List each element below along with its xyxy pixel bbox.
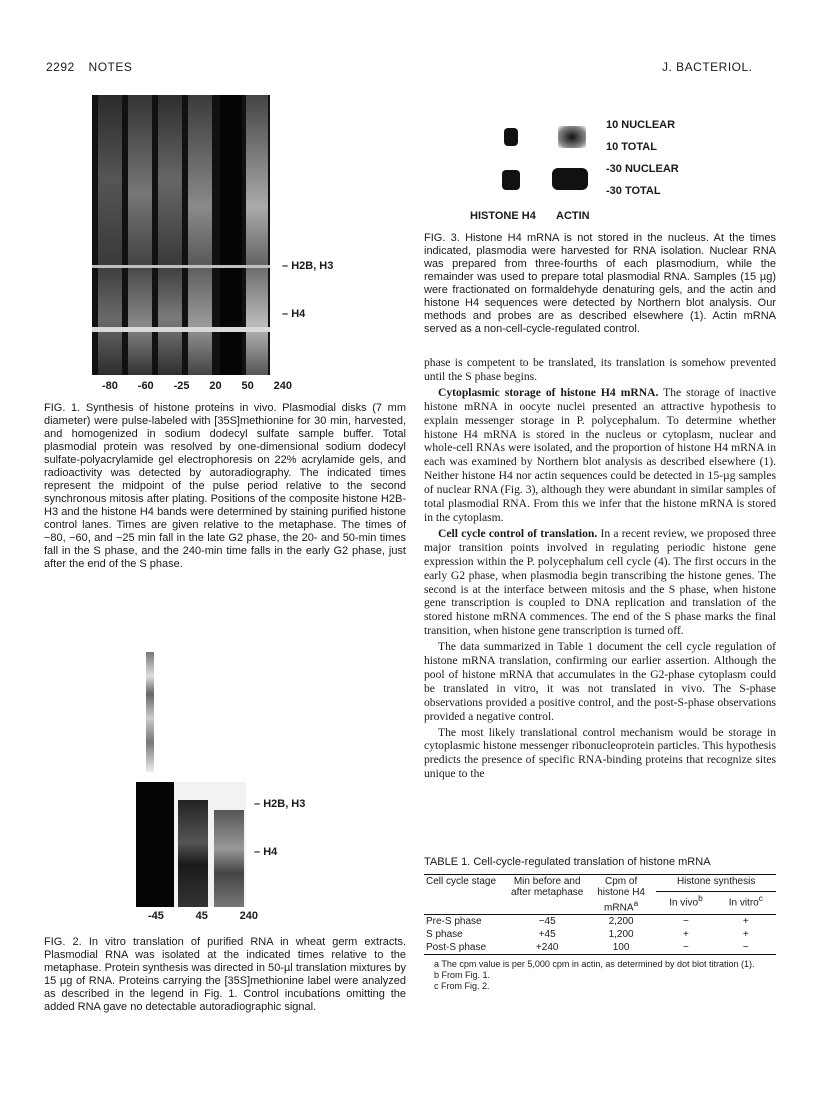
body-text — [424, 356, 776, 781]
fig1-band-label-h2b-h3: – H2B, H3 — [282, 260, 334, 272]
fig3-column-label-actin: ACTIN — [556, 210, 590, 222]
lane-label: -25 — [173, 380, 190, 392]
lane-label: -60 — [137, 380, 154, 392]
section-heading: Cytoplasmic storage of histone H4 mRNA. — [438, 385, 659, 399]
page-number: 2292 — [46, 60, 75, 74]
table-row: Post-S phase +240 100 − − — [424, 941, 776, 955]
footnote: b From Fig. 1. — [434, 970, 491, 981]
table-footnotes — [424, 959, 776, 992]
fig1-gel-image — [92, 95, 270, 375]
fig2-caption: FIG. 2. In vitro translation of purified RNA in wheat germ extracts. Plasmodial RNA was isolated at the indicated times relative to the metaphase. Protein synthesis was directed in 50-µl translation mixtures by 15 µg of RNA. Proteins carrying the [35S]methionine label were analyzed as described in the legend in Fig. 1. Control incubations omitting the added RNA gave no detectable autoradiographic signal. — [44, 936, 406, 1013]
fig1-band-label-h4: – H4 — [282, 308, 306, 320]
lane-label: 50 — [241, 380, 254, 392]
paragraph: The most likely translational control mechanism would be storage in cytoplasmic histone messenger ribonucleoprotein particles. This hypothesis predicts the presence of specific RNA-binding proteins that recognize sites unique to the — [424, 725, 776, 781]
lane-label: -80 — [102, 380, 118, 392]
footnote: c From Fig. 2. — [434, 981, 490, 992]
table-header: Min before and after metaphase — [508, 875, 585, 915]
fig2-band-label-h2b-h3: – H2B, H3 — [254, 798, 306, 810]
row-label: 10 NUCLEAR — [606, 119, 676, 131]
footnote: a The cpm value is per 5,000 cpm in actin, as determined by dot blot titration (1). — [434, 959, 755, 970]
table-header: Cpm of histone H4 mRNA$^a$ — [586, 875, 656, 915]
fig3-column-label-histone: HISTONE H4 — [470, 210, 536, 222]
table-header: In vitro$^c$ — [716, 892, 776, 915]
section-name: NOTES — [88, 60, 133, 74]
lane-label: -45 — [148, 910, 164, 922]
fig2-lane-labels — [148, 910, 258, 922]
fig3-row-labels — [606, 114, 679, 202]
fig1-lane-labels — [102, 380, 292, 392]
lane-label: 20 — [209, 380, 222, 392]
journal-name: J. BACTERIOL. — [662, 60, 753, 74]
table-header: Histone synthesis — [656, 875, 776, 892]
table-row: Pre-S phase −45 2,200 − + — [426, 916, 749, 928]
lane-label: 240 — [239, 910, 258, 922]
table-title: TABLE 1. Cell-cycle-regulated translation of histone mRNA — [424, 856, 711, 868]
paragraph: The data summarized in Table 1 document the cell cycle regulation of histone mRNA translation, confirming our earlier assertion. Although the pool of histone mRNA that accumulates in the G2-phase cytoplasm could be translated in vitro, it was not translated in vivo. The S-phase observations provided a positive control, and the post-S-phase observations provided a negative control. — [424, 640, 776, 723]
paragraph: Cell cycle control of translation. In a recent review, we proposed three major transition points involved in regulating periodic histone gene expression within the P. polycephalum cell cycle (4). The first occurs in the early G2 phase, when plasmodia begin transcribing the histone genes. The second is at the interface between mitosis and the S phase, when histone gene transcription is coupled to DNA replication and translation of the stored histone mRNA commences. The end of the S phase marks the final transition, when histone gene transcription is turned off. — [424, 526, 776, 638]
fig2-gel-image — [136, 652, 246, 907]
section-heading: Cell cycle control of translation. — [438, 526, 598, 540]
running-header-left — [46, 60, 132, 74]
fig3-blot-image — [498, 108, 608, 208]
table1 — [424, 856, 776, 992]
table-header: Cell cycle stage — [424, 875, 508, 915]
lane-label: 45 — [195, 910, 208, 922]
table1-grid — [424, 874, 776, 955]
lane-label: 240 — [273, 380, 292, 392]
fig1-caption: FIG. 1. Synthesis of histone proteins in vivo. Plasmodial disks (7 mm diameter) were pulse-labeled with [35S]methionine for 30 min, harvested, and homogenized in sodium dodecyl sulfate sample buffer. Total plasmodial protein was resolved by one-dimensional sodium dodecyl sulfate-polyacrylamide gel electrophoresis on 22% acrylamide gels, and radioactivity was detected by autoradiography. The indicated times represent the midpoint of the pulse period relative to the second synchronous mitosis after plating. Positions of the composite histone H2B-H3 and the histone H4 bands were determined by staining purified histone control lanes. Times are given relative to the metaphase. The times of −80, −60, and −25 min fall in the late G2 phase, the 20- and 50-min times fall in the S phase, and the 240-min time falls in the early G2 phase, just after the end of the S phase. — [44, 402, 406, 570]
fig3-caption: FIG. 3. Histone H4 mRNA is not stored in the nucleus. At the times indicated, plasmodia were harvested for RNA isolation. Nuclear RNA was prepared from three-fourths of each plasmodium, while the remainder was used to prepare total plasmodial RNA. Samples (15 µg) were fractionated on formaldehyde denaturing gels, and the actin and histone H4 sequences were detected by Northern blot analysis. Our methods and probes are as described elsewhere (1). Actin mRNA served as a non-cell-cycle-regulated control. — [424, 232, 777, 335]
row-label: 10 TOTAL — [606, 141, 657, 153]
fig2-band-label-h4: – H4 — [254, 846, 278, 858]
row-label: -30 NUCLEAR — [606, 163, 679, 175]
table-header: In vivo$^b$ — [656, 892, 715, 915]
row-label: -30 TOTAL — [606, 185, 661, 197]
paragraph: phase is competent to be translated, its translation is somehow prevented until the S phase begins. — [424, 356, 776, 383]
paragraph: Cytoplasmic storage of histone H4 mRNA. The storage of inactive histone mRNA in oocyte nuclei presented an attractive hypothesis to explain messenger storage in P. polycephalum. To determine whether histone H4 mRNA is stored in the nucleus or cytoplasm, nuclear and whole-cell RNAs were isolated, and the proportion of histone H4 mRNA in each was examined by Northern blot analysis as described elsewhere (1). Neither histone H4 nor actin sequences could be detected in 15-µg samples of nuclear RNA (Fig. 3), although they were abundant in similar samples of total plasmodial RNA. From this we infer that the histone mRNA is stored in the cytoplasm. — [424, 385, 776, 524]
table-row: S phase +45 1,200 + + — [426, 929, 749, 941]
